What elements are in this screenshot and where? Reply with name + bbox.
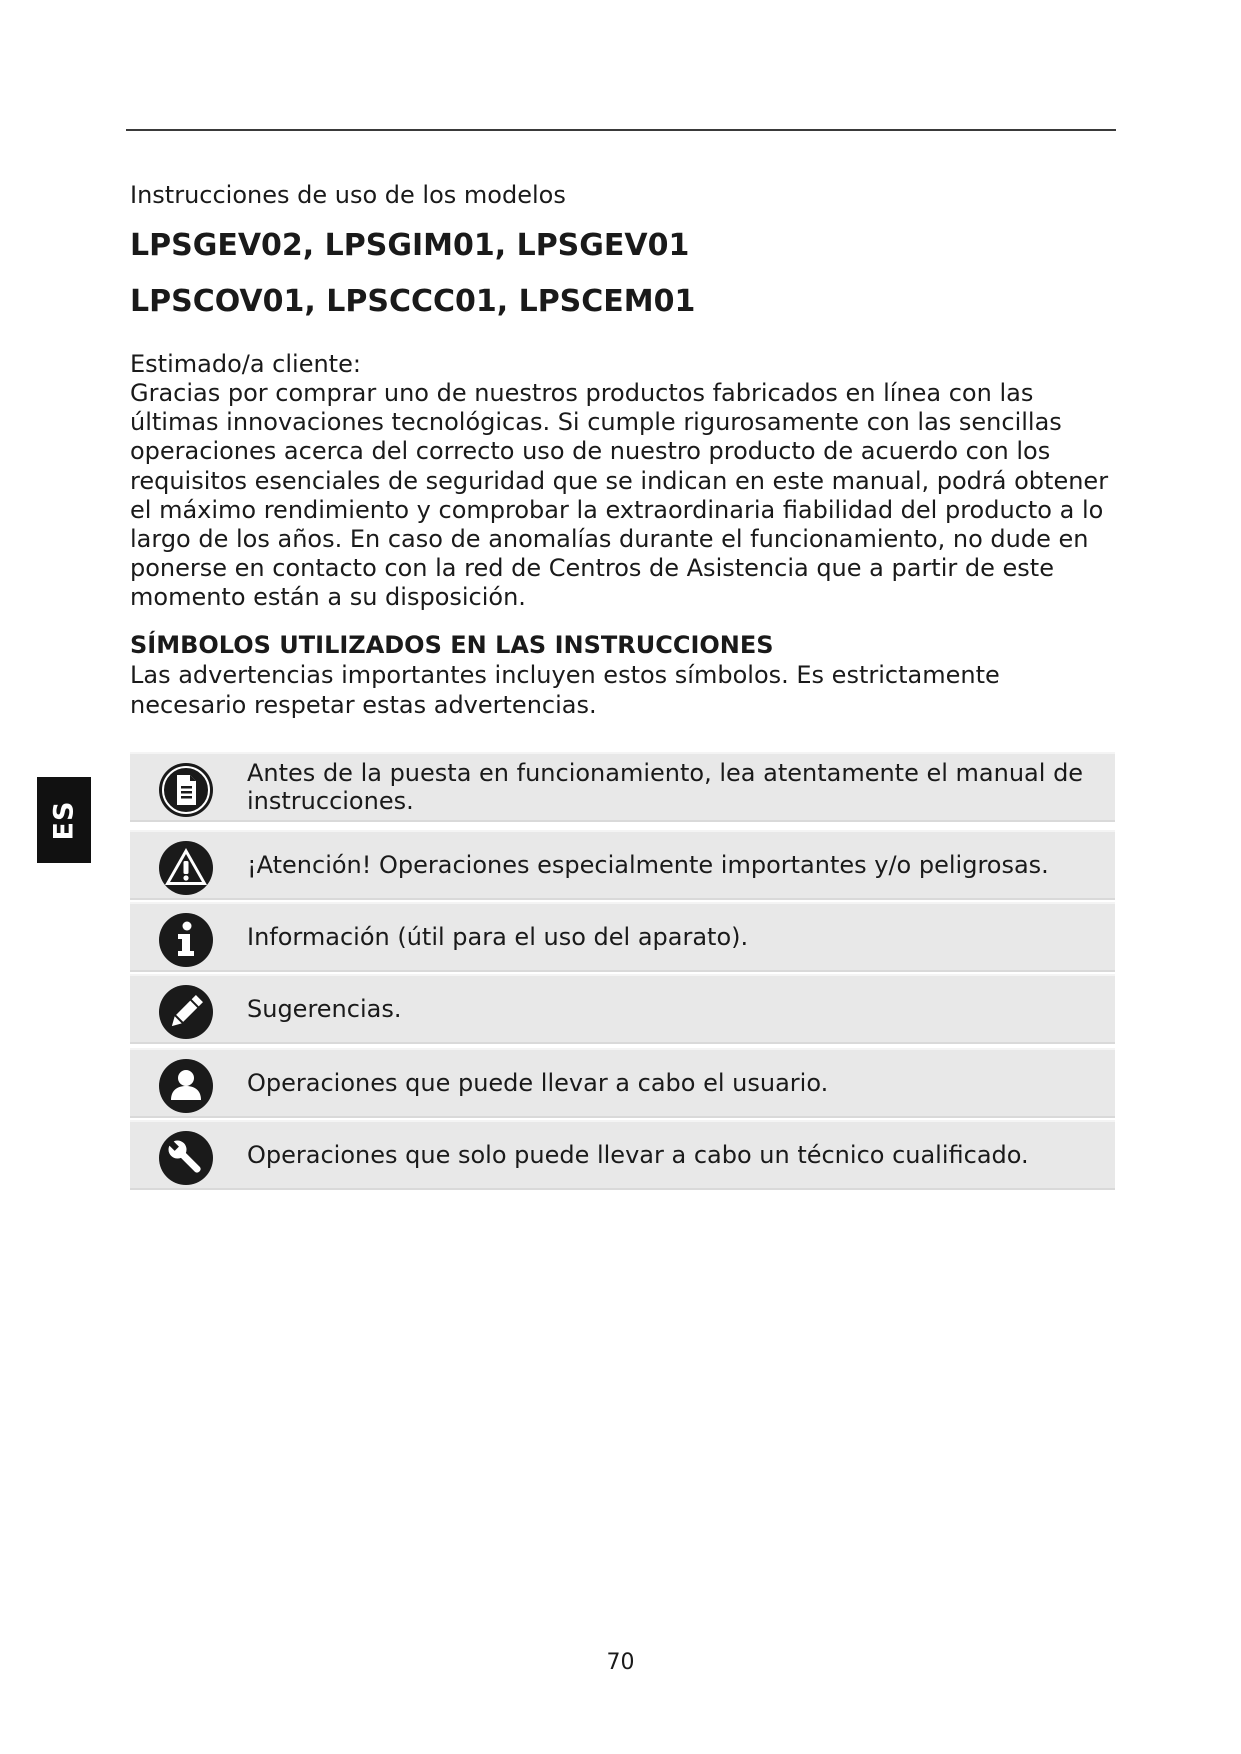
models-line-2: LPSCOV01, LPSCCC01, LPSCEM01 [130, 284, 696, 319]
intro-paragraph: Gracias por comprar uno de nuestros productos fabricados en línea con las últimas innovaciones tecnológicas. Si cumple rigurosamente con las sencillas operaciones acerca del correcto uso de nuestro producto de acuerdo con los requisitos esenciales de seguridad que se indican en este manual, podrá obtener el máximo rendimiento y comprobar la extraordinaria fiabilidad del producto a lo largo de los años. En caso de anomalías durante el funcionamiento, no dude en ponerse en contacto con la red de Centros de Asistencia que a partir de este momento están a su disposición. [130, 379, 1109, 612]
symbol-text: ¡Atención! Operaciones especialmente importantes y/o peligrosas. [247, 851, 1049, 879]
warning-triangle-icon [157, 839, 215, 897]
main-content [130, 180, 1115, 720]
page-number: 70 [606, 1650, 635, 1675]
symbol-row [130, 974, 1115, 1044]
wrench-icon [157, 1129, 215, 1187]
section-heading: SÍMBOLOS UTILIZADOS EN LAS INSTRUCCIONES [130, 630, 774, 659]
symbol-row [130, 1048, 1115, 1118]
info-icon [157, 911, 215, 969]
symbol-row [130, 902, 1115, 972]
top-rule [126, 129, 1116, 131]
models-line-1: LPSGEV02, LPSGIM01, LPSGEV01 [130, 228, 690, 263]
manual-document-icon [157, 761, 215, 819]
symbol-text: Operaciones que puede llevar a cabo el usuario. [247, 1069, 829, 1097]
symbol-text: Sugerencias. [247, 995, 402, 1023]
intro-line: Instrucciones de uso de los modelos [130, 181, 566, 209]
symbol-text: Información (útil para el uso del aparato). [247, 923, 749, 951]
user-icon [157, 1057, 215, 1115]
language-tab [37, 777, 91, 863]
language-tab-label: ES [48, 800, 80, 840]
greeting: Estimado/a cliente: [130, 350, 361, 378]
symbol-row [130, 1120, 1115, 1190]
symbol-text: Operaciones que solo puede llevar a cabo un técnico cualificado. [247, 1141, 1029, 1169]
pencil-icon [157, 983, 215, 1041]
symbol-row [130, 830, 1115, 900]
symbol-text: Antes de la puesta en funcionamiento, lea atentamente el manual de instrucciones. [247, 759, 1084, 815]
section-text: Las advertencias importantes incluyen estos símbolos. Es estrictamente necesario respetar estas advertencias. [130, 660, 1000, 719]
symbol-row [130, 752, 1115, 822]
